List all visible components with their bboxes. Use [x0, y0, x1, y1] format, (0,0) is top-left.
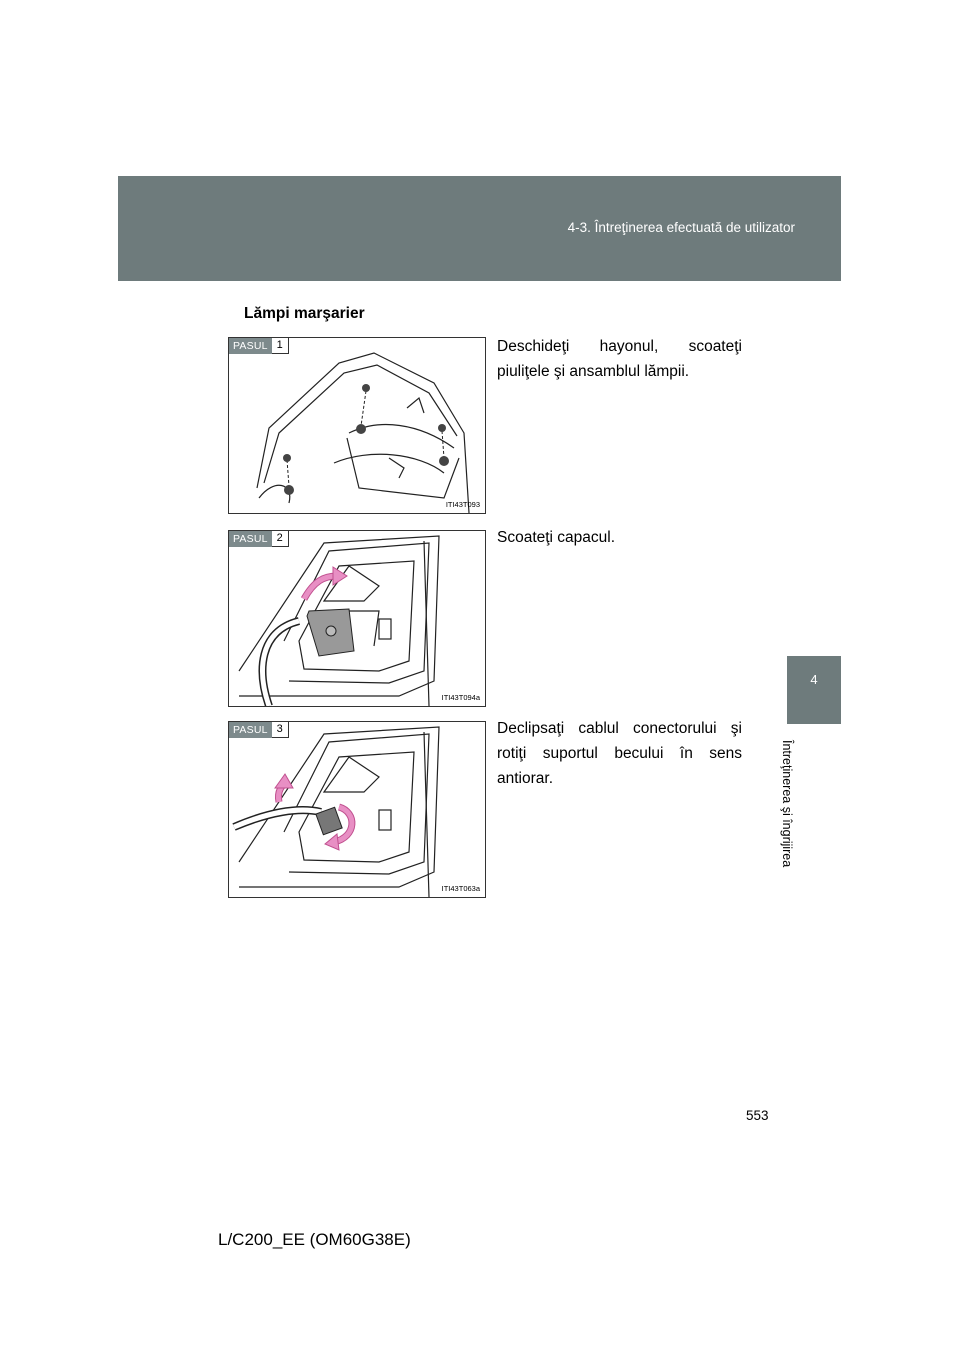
step-3-figure — [228, 721, 486, 898]
step-label: PASUL — [229, 722, 272, 738]
lamp-cover-illustration — [229, 531, 485, 706]
step-number: 1 — [272, 338, 289, 354]
step-number: 3 — [272, 722, 289, 738]
step-2-figure — [228, 530, 486, 707]
header-band — [118, 176, 841, 281]
step-1-figure — [228, 337, 486, 514]
step-label: PASUL — [229, 531, 272, 547]
figure-code: ITI43T063a — [441, 884, 480, 893]
figure-code: ITI43T094a — [441, 693, 480, 702]
step-1-text: Deschideţi hayonul, scoateţi piuliţele şi ansamblul lămpii. — [497, 338, 742, 380]
step-1-badge — [229, 338, 289, 354]
chapter-number: 4 — [810, 672, 818, 687]
section-header: 4-3. Întreţinerea efectuată de utilizator — [567, 220, 795, 235]
model-code: L/C200_EE (OM60G38E) — [218, 1230, 411, 1249]
figure-code: ITI43T093 — [445, 500, 480, 509]
step-2-text: Scoateţi capacul. — [497, 529, 616, 546]
chapter-title-vertical — [782, 740, 806, 890]
step-3-text: Declipsaţi cablul conectorului şi rotiţi suportul becului în sens antiorar. — [497, 720, 742, 787]
lamp-assembly-illustration — [229, 338, 485, 513]
step-label: PASUL — [229, 338, 272, 354]
step-3-badge — [229, 722, 289, 738]
step-2-badge — [229, 531, 289, 547]
section-title: Lămpi marşarier — [244, 305, 365, 322]
chapter-tab[interactable] — [787, 656, 841, 724]
bulb-socket-illustration — [229, 722, 485, 897]
step-number: 2 — [272, 531, 289, 547]
page-number: 553 — [746, 1108, 769, 1123]
chapter-title: Întreţinerea şi îngrijirea — [780, 740, 794, 868]
